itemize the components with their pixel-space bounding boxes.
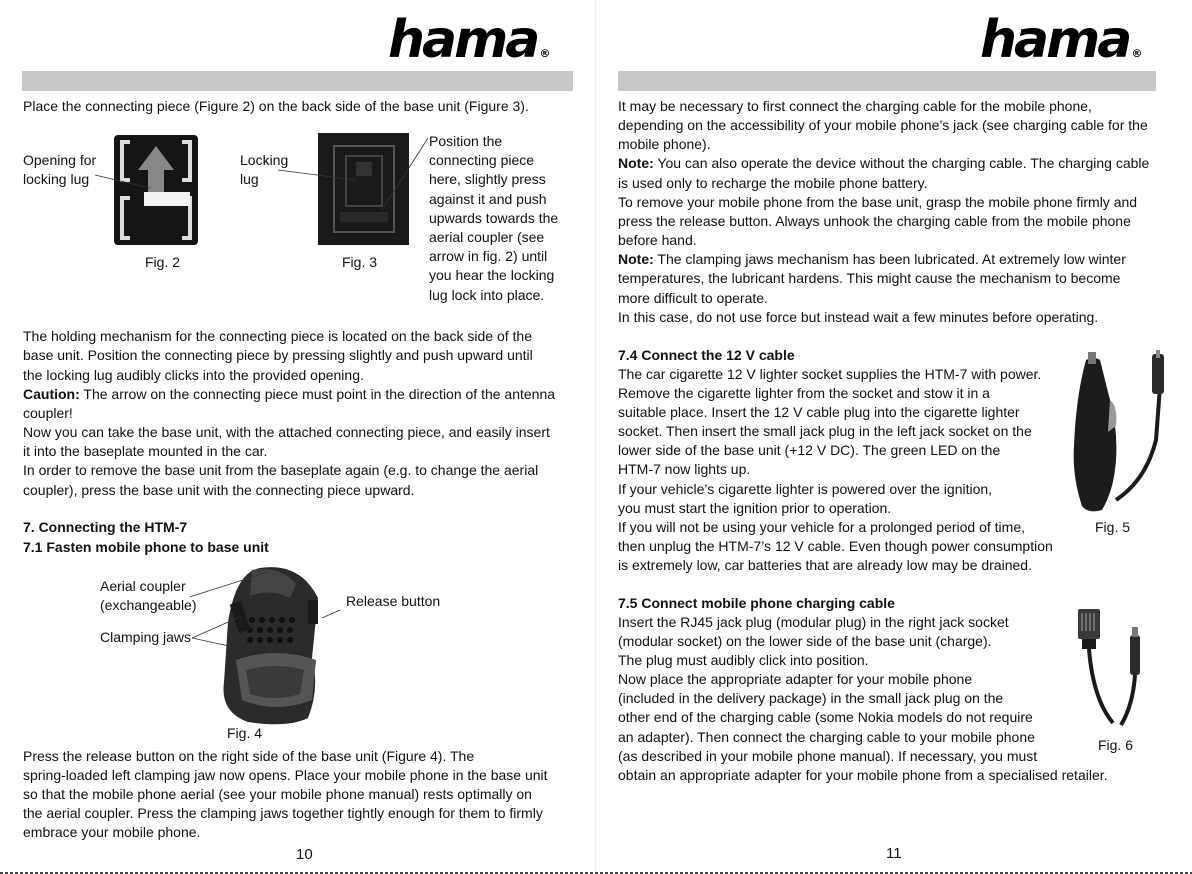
fig3-base-unit-back	[270, 130, 430, 248]
page-right	[596, 0, 1192, 874]
p74-line11: is extremely low, car batteries that are already low may be drained.	[618, 557, 1032, 573]
heading-7-1: 7.1 Fasten mobile phone to base unit	[23, 539, 269, 555]
label-position-line2: connecting piece	[429, 152, 535, 168]
label-position-line9: lug lock into place.	[429, 287, 545, 303]
label-position-line5: upwards towards the	[429, 210, 559, 226]
section-bar-right	[618, 71, 1156, 91]
para2-line4: In order to remove the base unit from the baseplate again (e.g. to change the aerial	[23, 462, 539, 478]
fig4-caption: Fig. 4	[227, 725, 263, 741]
label-clamping: Clamping jaws	[100, 629, 192, 645]
fig5-12v-cable-plug	[1066, 350, 1176, 516]
para2-line2: Now you can take the base unit, with the attached connecting piece, and easily insert	[23, 424, 550, 440]
p74-line1: The car cigarette 12 V lighter socket supplies the HTM-7 with power.	[618, 366, 1042, 382]
p74-line5: lower side of the base unit (+12 V DC). The green LED on the	[618, 442, 1001, 458]
p74-line7: If your vehicle’s cigarette lighter is powered over the ignition,	[618, 481, 993, 497]
heading-7-4: 7.4 Connect the 12 V cable	[618, 347, 795, 363]
label-position-line3: here, slightly press	[429, 171, 546, 187]
para2-line3: it into the baseplate mounted in the car.	[23, 443, 268, 459]
fig4-base-unit-with-jaws	[190, 560, 350, 728]
section-bar	[22, 71, 573, 91]
caution-label: Caution:	[23, 386, 80, 402]
fig3-caption: Fig. 3	[342, 254, 378, 270]
fig5-caption: Fig. 5	[1095, 519, 1131, 535]
p75-line2: (modular socket) on the lower side of the base unit (charge).	[618, 633, 992, 649]
r-para2-line3: before hand.	[618, 232, 697, 248]
heading-7: 7. Connecting the HTM-7	[23, 519, 188, 535]
para1-line1: The holding mechanism for the connecting piece is located on the back side of the	[23, 328, 532, 344]
para3-line2: spring-loaded left clamping jaw now opens. Place your mobile phone in the base unit	[23, 767, 548, 783]
page-number-right: 11	[886, 845, 902, 862]
label-locking-line1: Locking	[240, 152, 289, 168]
page-number-left: 10	[296, 846, 313, 863]
para3-line4: the aerial coupler. Press the clamping jaws together tightly enough for them to firmly	[23, 805, 543, 821]
heading-7-5: 7.5 Connect mobile phone charging cable	[618, 595, 895, 611]
r-note2-line1: Note: The clamping jaws mechanism has been lubricated. At extremely low winter	[618, 251, 1126, 267]
p75-line8: (as described in your mobile phone manual). If necessary, you must	[618, 748, 1038, 764]
r-para2-line1: To remove your mobile phone from the base unit, grasp the mobile phone firmly and	[618, 194, 1138, 210]
label-position-line7: arrow in fig. 2) until	[429, 248, 548, 264]
para2-line5: coupler), press the base unit with the connecting piece upward.	[23, 482, 415, 498]
hama-logo-right: hama ®	[980, 10, 1143, 70]
p74-line3: suitable place. Insert the 12 V cable plug into the cigarette lighter	[618, 404, 1020, 420]
label-position-line4: against it and push	[429, 191, 547, 207]
caution-text: The arrow on the connecting piece must point in the direction of the antenna	[79, 386, 556, 402]
fig6-charging-cable	[1066, 605, 1166, 735]
r-note2-line3: more difficult to operate.	[618, 290, 768, 306]
p74-line6: HTM-7 now lights up.	[618, 461, 751, 477]
r-para1-line1: It may be necessary to first connect the charging cable for the mobile phone,	[618, 98, 1092, 114]
fig6-caption: Fig. 6	[1098, 737, 1134, 753]
p75-line6: other end of the charging cable (some Nokia models do not require	[618, 709, 1033, 725]
p74-line2: Remove the cigarette lighter from the socket and stow it in a	[618, 385, 990, 401]
para3-line5: embrace your mobile phone.	[23, 824, 201, 840]
r-para1-line3: mobile phone).	[618, 136, 711, 152]
label-position-line8: you hear the locking	[429, 267, 555, 283]
para1-line3: the locking lug audibly clicks into the provided opening.	[23, 367, 364, 383]
label-aerial-line2: (exchangeable)	[100, 597, 197, 613]
intro-text: Place the connecting piece (Figure 2) on the back side of the base unit (Figure 3).	[23, 98, 529, 114]
r-note2-line2: temperatures, the lubricant hardens. This might cause the mechanism to become	[618, 270, 1121, 286]
p74-line10: then unplug the HTM-7’s 12 V cable. Even though power consumption	[618, 538, 1053, 554]
p74-line8: you must start the ignition prior to operation.	[618, 500, 892, 516]
para2-line1: coupler!	[23, 405, 73, 421]
fig2-connecting-piece	[90, 130, 210, 250]
label-locking-line2: lug	[240, 171, 259, 187]
r-note1-line1: Note: You can also operate the device without the charging cable. The charging cable	[618, 155, 1150, 171]
para3-line3: so that the mobile phone aerial (see your mobile phone manual) rests optimally on	[23, 786, 532, 802]
caution-line	[23, 385, 555, 404]
fig2-caption: Fig. 2	[145, 254, 181, 270]
p75-line1: Insert the RJ45 jack plug (modular plug) in the right jack socket	[618, 614, 1009, 630]
note1-label: Note:	[618, 155, 654, 171]
p75-line7: an adapter). Then connect the charging cable to your mobile phone	[618, 729, 1035, 745]
note2-label: Note:	[618, 251, 654, 267]
p75-line3: The plug must audibly click into position.	[618, 652, 869, 668]
r-para2-line2: press the release button. Always unhook the charging cable from the mobile phone	[618, 213, 1131, 229]
p74-line9: If you will not be using your vehicle for a prolonged period of time,	[618, 519, 1026, 535]
p75-line9: obtain an appropriate adapter for your mobile phone from a specialised retailer.	[618, 767, 1108, 783]
p74-line4: socket. Then insert the small jack plug in the left jack socket on the	[618, 423, 1032, 439]
label-position-line1: Position the	[429, 133, 503, 149]
r-note1-line2: is used only to recharge the mobile phone battery.	[618, 175, 928, 191]
r-note2-line4: In this case, do not use force but instead wait a few minutes before operating.	[618, 309, 1099, 325]
r-para1-line2: depending on the accessibility of your mobile phone’s jack (see charging cable for the	[618, 117, 1148, 133]
p75-line5: (included in the delivery package) in the small jack plug on the	[618, 690, 1004, 706]
label-aerial-line1: Aerial coupler	[100, 578, 186, 594]
p75-line4: Now place the appropriate adapter for your mobile phone	[618, 671, 973, 687]
para1-line2: base unit. Position the connecting piece by pressing slightly and push upward until	[23, 347, 533, 363]
label-release: Release button	[346, 593, 441, 609]
hama-logo: hama ®	[388, 10, 551, 70]
label-opening-line2: locking lug	[23, 171, 90, 187]
label-position-line6: aerial coupler (see	[429, 229, 545, 245]
para3-line1: Press the release button on the right side of the base unit (Figure 4). The	[23, 748, 475, 764]
label-opening-line1: Opening for	[23, 152, 97, 168]
